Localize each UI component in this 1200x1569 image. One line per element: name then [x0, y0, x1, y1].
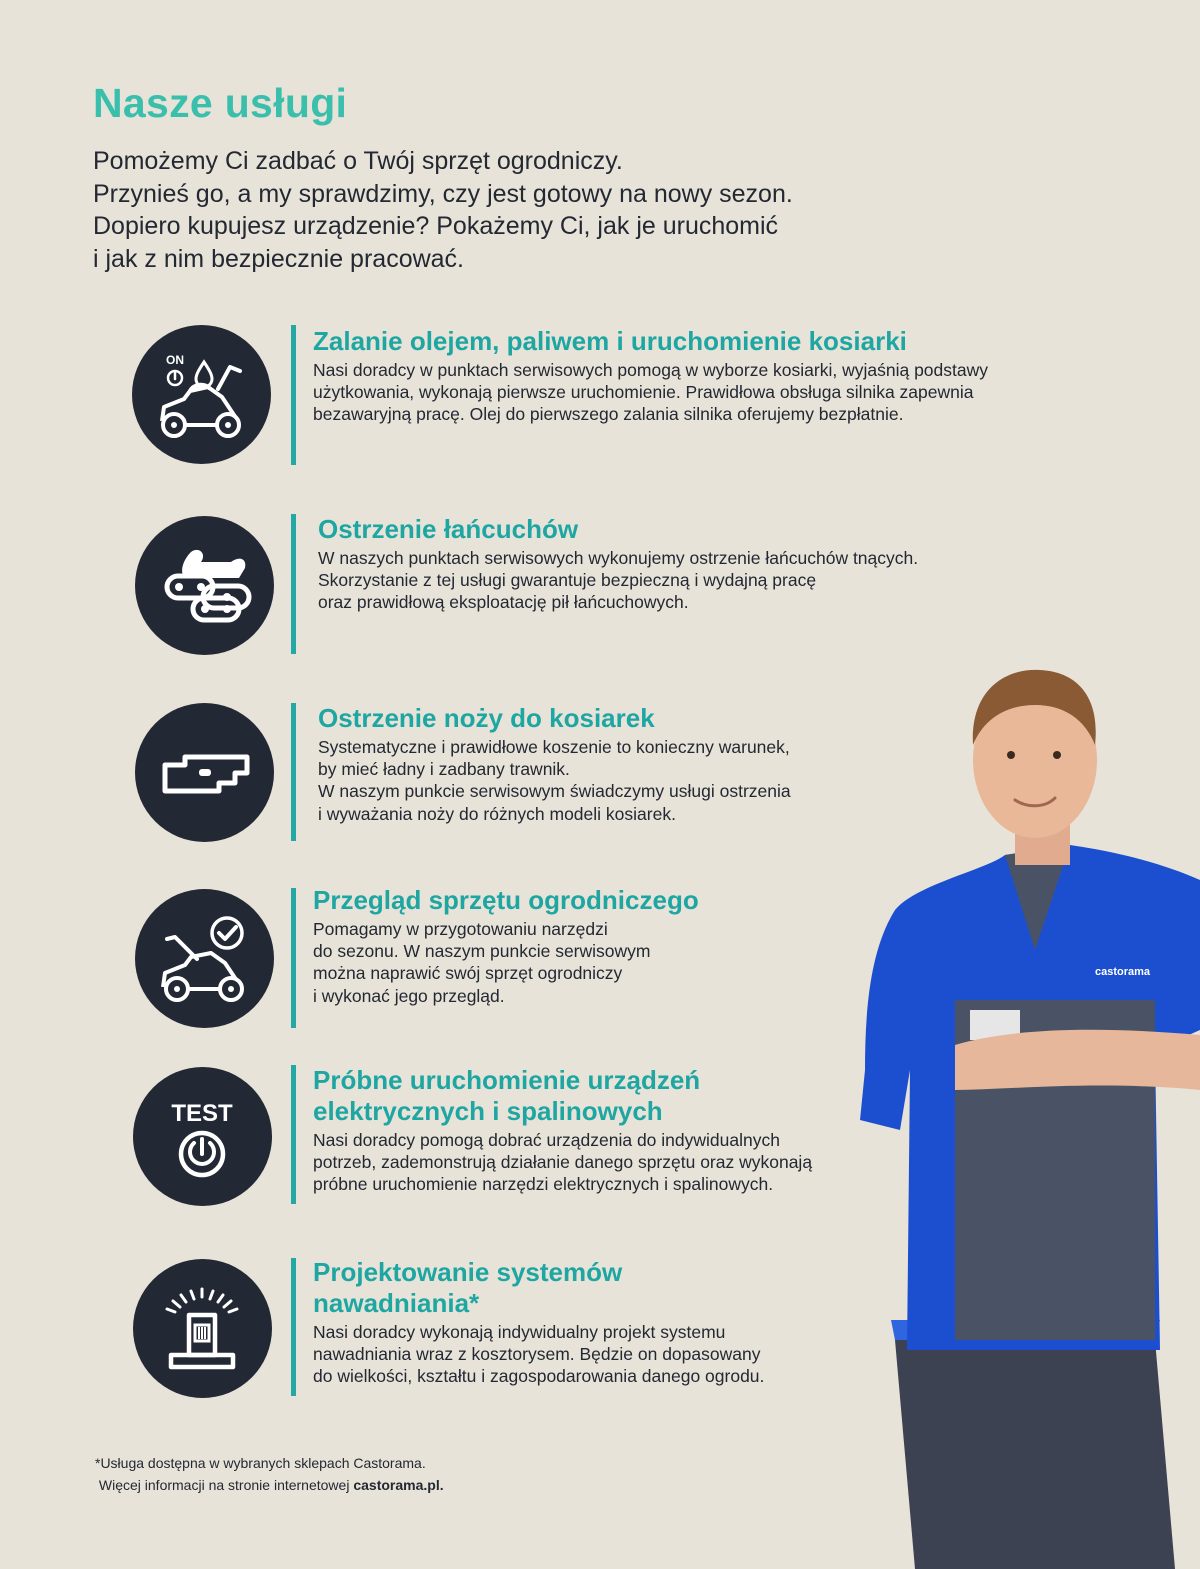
worker-trousers: [895, 1340, 1175, 1569]
description-line: użytkowania, wykonają pierwsze uruchomienie. Prawidłowa obsługa silnika zapewnia: [313, 382, 974, 403]
footnote: [95, 1452, 444, 1496]
accent-bar: [291, 888, 296, 1028]
lawnmower-on-oil-icon: [132, 325, 271, 464]
worker-photo: [855, 650, 1200, 1569]
service-description: [318, 547, 1078, 614]
title-line: elektrycznych i spalinowych: [313, 1096, 663, 1126]
description-line: potrzeb, zademonstrują działanie danego sprzętu oraz wykonają: [313, 1152, 813, 1173]
description-line: bezawaryjną pracę. Olej do pierwszego zalania silnika oferujemy bezpłatnie.: [313, 404, 904, 425]
accent-bar: [291, 1258, 296, 1396]
service-title: Ostrzenie noży do kosiarek: [318, 703, 655, 733]
lawnmower-check-icon: [135, 889, 274, 1028]
title-line: nawadniania*: [313, 1288, 480, 1318]
worker-eye-right: [1053, 751, 1061, 759]
service-title: Przegląd sprzętu ogrodniczego: [313, 885, 699, 915]
description-line: oraz prawidłową eksploatację pił łańcuchowych.: [318, 592, 689, 613]
intro-line: Dopiero kupujesz urządzenie? Pokażemy Ci, jak je uruchomić: [93, 212, 779, 240]
accent-bar: [291, 1065, 296, 1204]
description-line: Nasi doradcy pomogą dobrać urządzenia do indywidualnych: [313, 1130, 780, 1150]
description-line: W naszym punkcie serwisowym świadczymy usługi ostrzenia: [318, 781, 791, 802]
intro-text: [93, 145, 913, 275]
description-line: by mieć ładny i zadbany trawnik.: [318, 759, 570, 780]
shirt-logo: castorama: [1095, 966, 1151, 978]
description-line: i wykonać jego przegląd.: [313, 985, 505, 1006]
service-text: [318, 514, 1078, 614]
footnote-line: *Usługa dostępna w wybranych sklepach Castorama.: [95, 1455, 426, 1471]
description-line: Nasi doradcy wykonają indywidualny projekt systemu: [313, 1322, 726, 1342]
description-line: Skorzystanie z tej usługi gwarantuje bezpieczną i wydajną pracę: [318, 570, 817, 591]
description-line: Pomagamy w przygotowaniu narzędzi: [313, 919, 608, 939]
worker-eye-left: [1007, 751, 1015, 759]
worker-arms: [955, 1030, 1200, 1090]
description-line: W naszych punktach serwisowych wykonujemy ostrzenie łańcuchów tnących.: [318, 548, 919, 568]
accent-bar: [291, 703, 296, 841]
chain-icon: [135, 516, 274, 655]
description-line: do wielkości, kształtu i zagospodarowania danego ogrodu.: [313, 1366, 765, 1387]
intro-line: Pomożemy Ci zadbać o Twój sprzęt ogrodniczy.: [93, 147, 623, 175]
title-line: Projektowanie systemów: [313, 1257, 623, 1287]
description-line: do sezonu. W naszym punkcie serwisowym: [313, 941, 651, 962]
service-title: Zalanie olejem, paliwem i uruchomienie kosiarki: [313, 326, 907, 356]
footnote-link[interactable]: castorama.pl.: [353, 1477, 444, 1493]
page-title: Nasze usługi: [93, 80, 348, 126]
description-line: Systematyczne i prawidłowe koszenie to konieczny warunek,: [318, 737, 790, 757]
title-line: Próbne uruchomienie urządzeń: [313, 1065, 701, 1095]
service-title: Ostrzenie łańcuchów: [318, 514, 579, 544]
service-description: [313, 359, 1073, 426]
footnote-prefix: Więcej informacji na stronie internetowej: [98, 1477, 354, 1493]
description-line: nawadniania wraz z kosztorysem. Będzie on dopasowany: [313, 1344, 761, 1365]
footnote-line: [95, 1474, 444, 1496]
intro-line: Przynieś go, a my sprawdzimy, czy jest gotowy na nowy sezon.: [93, 179, 793, 208]
accent-bar: [291, 325, 296, 465]
mower-blade-icon: [135, 703, 274, 842]
description-line: i wyważania noży do różnych modeli kosiarek.: [318, 803, 676, 824]
description-line: Nasi doradcy w punktach serwisowych pomogą w wyborze kosiarki, wyjaśnią podstawy: [313, 360, 989, 380]
accent-bar: [291, 514, 296, 654]
description-line: można naprawić swój sprzęt ogrodniczy: [313, 963, 623, 984]
sprinkler-icon: [133, 1259, 272, 1398]
svg-text:ON: ON: [166, 353, 184, 367]
description-line: próbne uruchomienie narzędzi elektrycznych i spalinowych.: [313, 1174, 774, 1195]
service-text: [313, 326, 1073, 426]
test-power-icon: [133, 1067, 272, 1206]
svg-text:TEST: TEST: [171, 1100, 233, 1127]
intro-line: i jak z nim bezpiecznie pracować.: [93, 244, 464, 273]
